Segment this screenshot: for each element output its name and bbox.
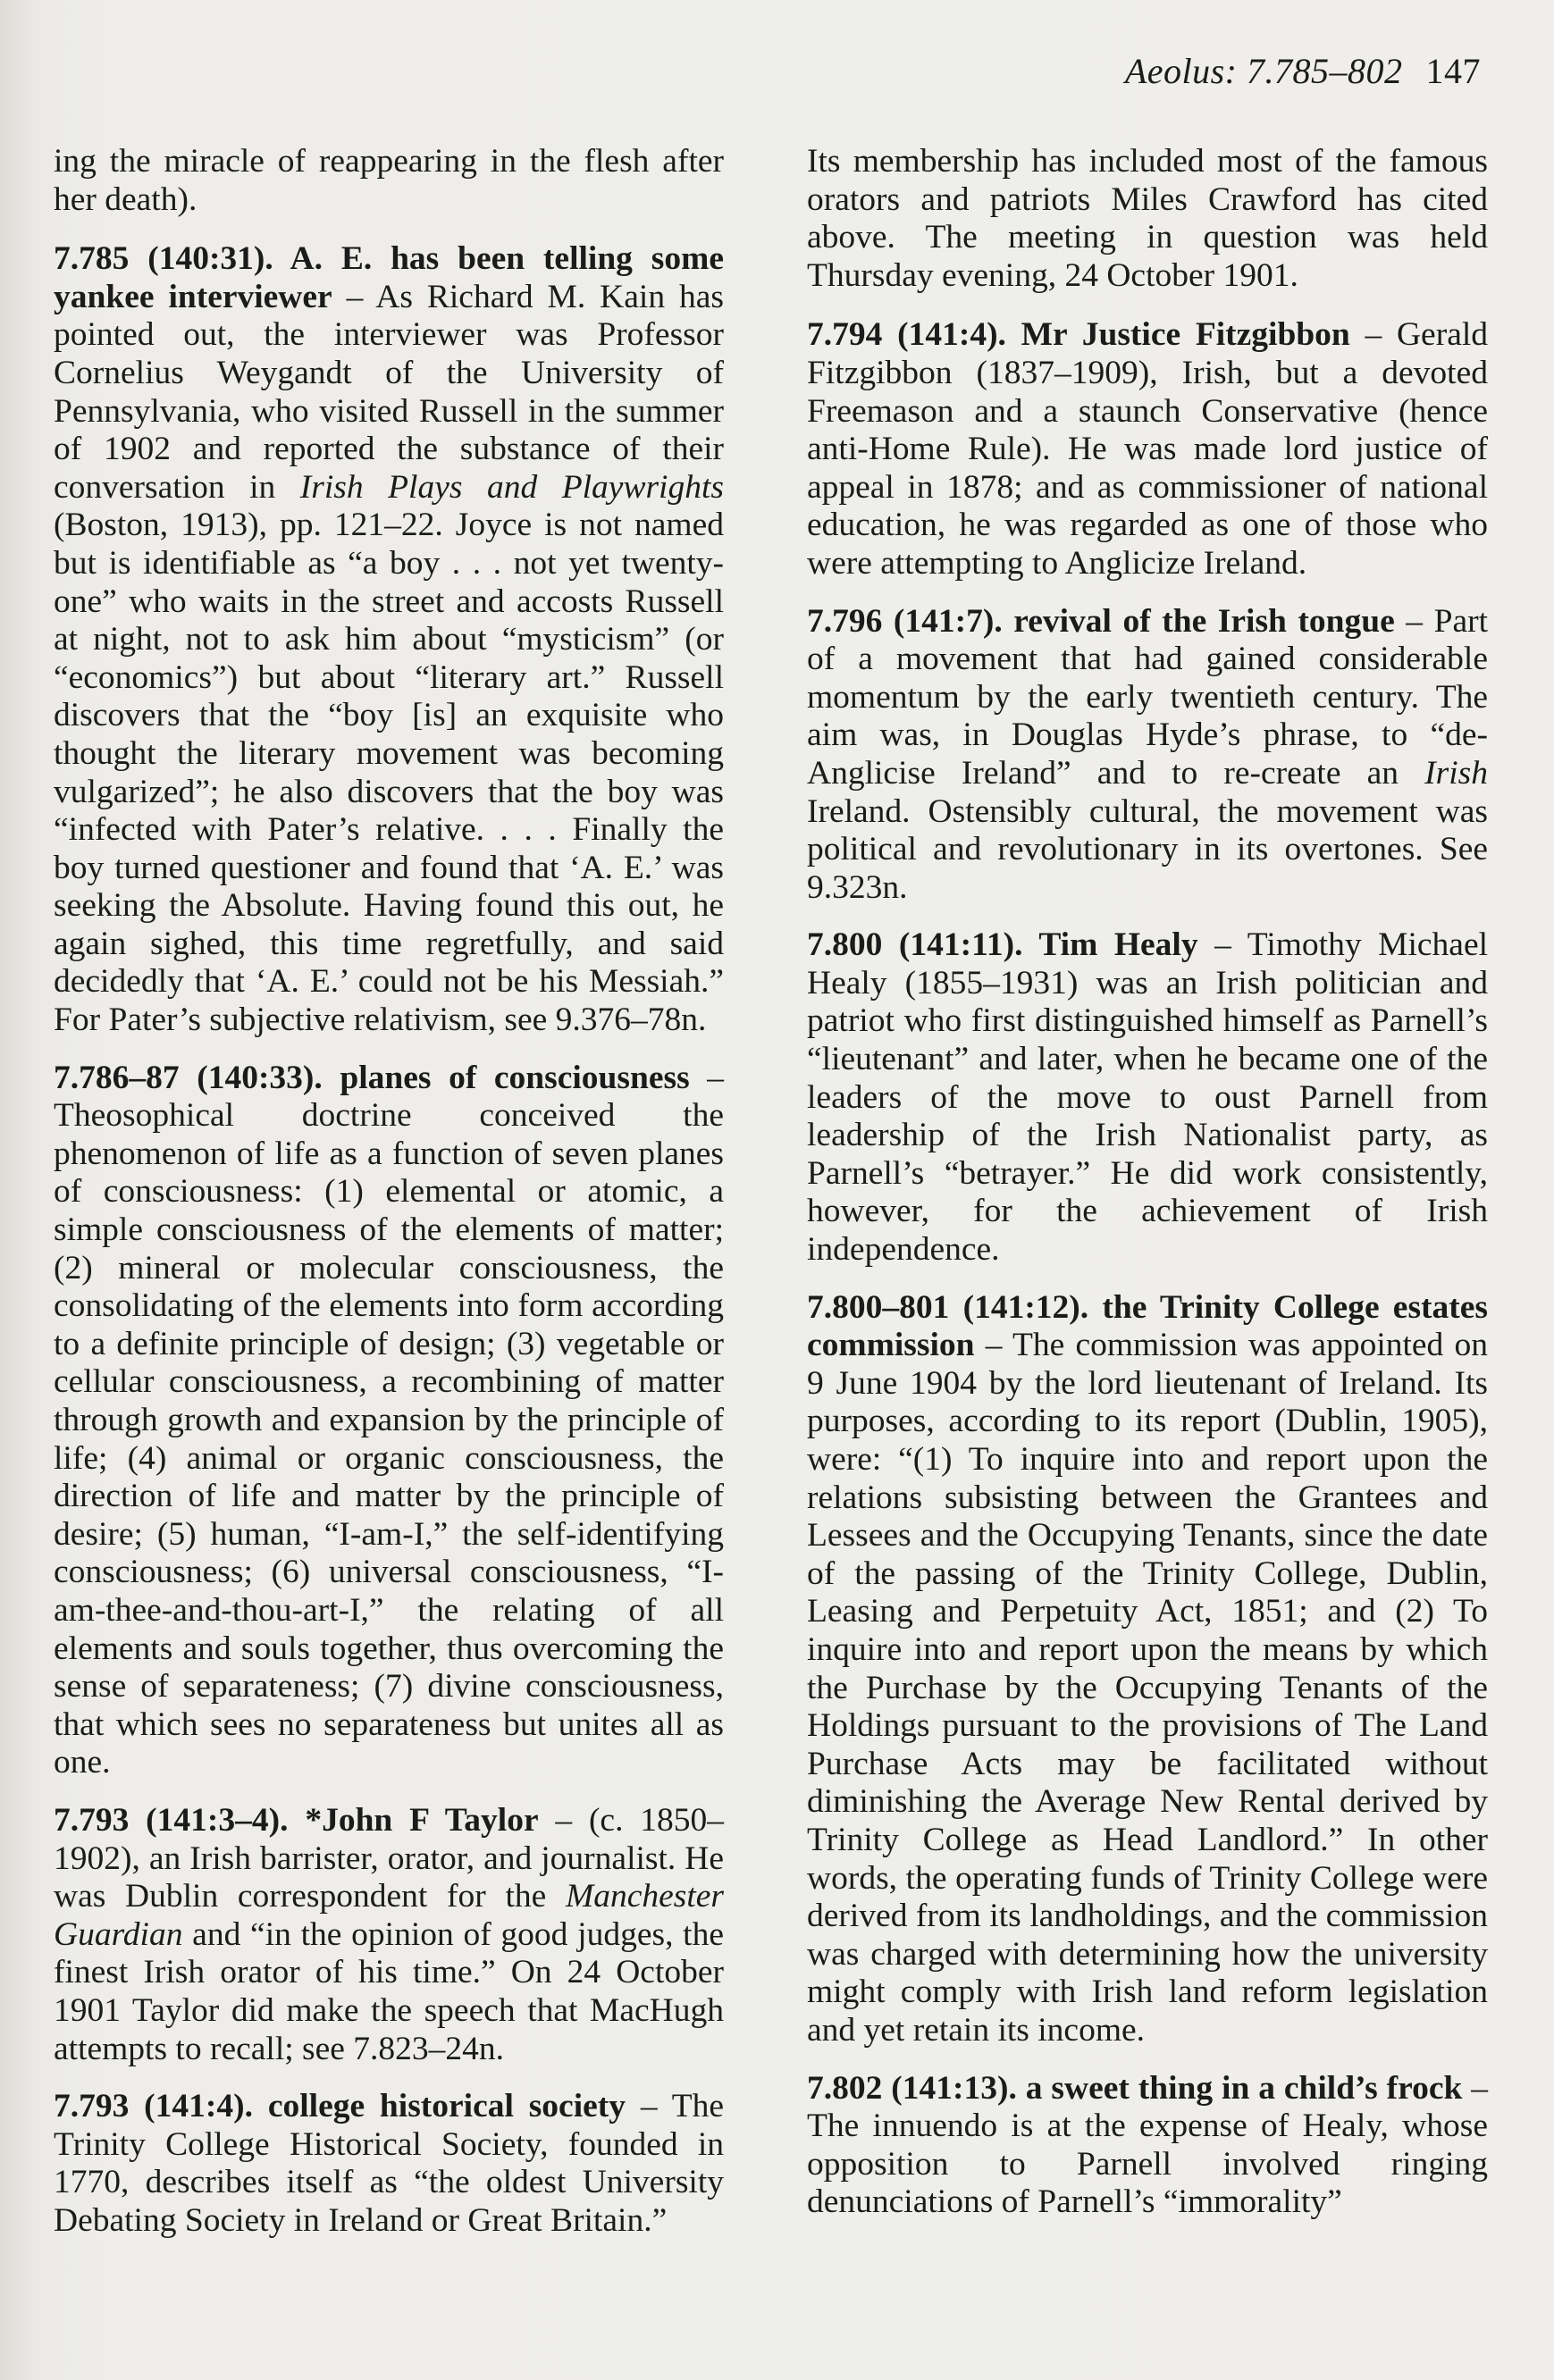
right-column	[807, 143, 1488, 2242]
left-column	[54, 143, 724, 2259]
entry-lemma: A. E. has been telling some yankee interviewer	[54, 240, 724, 315]
entry-lemma: the Trinity College estates commission	[807, 1288, 1488, 1364]
annotation-entry	[807, 603, 1488, 908]
entry-ref: 7.800–801 (141:12).	[807, 1288, 1089, 1326]
entry-lemma: Mr Justice Fitzgibbon	[1005, 316, 1350, 354]
entry-ref: 7.802 (141:13).	[807, 2069, 1017, 2107]
running-head	[1125, 50, 1481, 92]
entry-lemma: revival of the Irish tongue	[1002, 602, 1395, 640]
entry-title-italic: Irish Plays and Playwrights	[299, 468, 724, 506]
entry-body: – Timothy Michael Healy (1855–1931) was an Irish politician and patriot who first distinguished himself as Parnell’s “lieutenant” and later, when he became one of the leaders of the move to oust Parnell from leadership of the Irish Nationalist party, as Parnell’s “betrayer.” He did work consistently, however, for the achievement of Irish independence.	[807, 926, 1489, 1269]
entry-lemma: college historical society	[253, 2088, 626, 2125]
annotation-entry	[54, 1802, 724, 2068]
entry-title-italic: Irish	[1424, 754, 1488, 792]
entry-body: – Theosophical doctrine conceived the phenomenon of life as a function of seven planes of consciousness: (1) elemental or atomic, a simple consciousness of the elements of matter; (2) mineral or molecular consciousness, the consolidating of the elements into form according to a definite principle of design; (3) vegetable or cellular consciousness, a recombining of matter through growth and expansion by the principle of life; (4) animal or organic consciousness, the direction of life and matter by the principle of desire; (5) human, “I-am-I,” the self-identifying consciousness; (6) universal consciousness, “I-am-thee-and-thou-art-I,” the relating of all elements and souls together, thus overcoming the sense of separateness; (7) divine consciousness, that which sees no separateness but unites all as one.	[54, 1059, 724, 1781]
entry-body: – The commission was appointed on 9 June 1904 by the lord lieutenant of Ireland. Its purposes, according to its report (Dublin, 1905), were: “(1) To inquire into and report upon the relations subsisting between the Grantees and Lessees and the Occupying Tenants, since the date of the passing of the Trinity College, Dublin, Leasing and Perpetuity Act, 1851; and (2) To inquire into and report upon the means by which the Purchase by the Occupying Tenants of the Holdings pursuant to the provisions of The Land Purchase Acts may be facilitated without diminishing the Average New Rental derived by Trinity College as Head Landlord.” In other words, the operating funds of Trinity College were derived from its landholdings, and the commission was charged with determining how the university might comply with Irish land reform legislation and yet retain its income.	[807, 1327, 1488, 2049]
entry-body: – The Trinity College Historical Society, founded in 1770, describes itself as “the oldest University Debating Society in Ireland or Great Britain.”	[54, 2088, 725, 2239]
entry-body: and “in the opinion of good judges, the finest Irish orator of his time.” On 24 October 1901 Taylor did make the speech that MacHugh attempts to recall; see 7.823–24n.	[54, 1915, 724, 2067]
entry-ref: 7.793 (141:3–4).	[54, 1801, 289, 1839]
entry-ref: 7.786–87 (140:33).	[54, 1059, 323, 1096]
entry-body: – (c. 1850–1902), an Irish barrister, orator, and journalist. He was Dublin correspondent for the	[54, 1801, 724, 1915]
annotation-entry	[54, 240, 724, 1039]
continued-text: ing the miracle of reappearing in the flesh after her death).	[54, 143, 724, 218]
annotation-entry	[54, 1060, 724, 1782]
entry-body: – As Richard M. Kain has pointed out, the interviewer was Professor Cornelius Weygandt of the University of Pennsylvania, who visited Russell in the summer of 1902 and reported the substance of their conversation in	[54, 278, 725, 506]
annotation-entry	[807, 2070, 1488, 2222]
entry-ref: 7.796 (141:7).	[807, 602, 1003, 640]
entry-ref: 7.785 (140:31).	[54, 240, 273, 278]
page-number: 147	[1425, 51, 1481, 91]
annotation-entry	[54, 2088, 724, 2240]
entry-lemma: *John F Taylor	[288, 1801, 539, 1839]
entry-ref: 7.793 (141:4).	[54, 2088, 254, 2125]
annotation-entry	[807, 316, 1488, 582]
entry-body: – Gerald Fitzgibbon (1837–1909), Irish, but a devoted Freemason and a staunch Conservative (hence anti-Home Rule). He was made lord justice of appeal in 1878; and as commissioner of national education, he was regarded as one of those who were attempting to Anglicize Ireland.	[807, 316, 1489, 582]
entry-ref: 7.794 (141:4).	[807, 316, 1006, 354]
entry-body: (Boston, 1913), pp. 121–22. Joyce is not named but is identifiable as “a boy . . . not yet twenty-one” who waits in the street and accosts Russell at night, not to ask him about “mysticism” (or “economics”) but about “literary art.” Russell discovers that the “boy [is] an exquisite who thought the literary movement was becoming vulgarized”; he also discovers that the boy was “infected with Pater’s relative. . . . Finally the boy turned questioner and found that ‘A. E.’ was seeking the Absolute. Having found this out, he again sighed, this time regretfully, and said decidedly that ‘A. E.’ could not be his Messiah.” For Pater’s subjective relativism, see 9.376–78n.	[54, 507, 724, 1039]
entry-ref: 7.800 (141:11).	[807, 926, 1023, 964]
entry-lemma: a sweet thing in a child’s frock	[1016, 2069, 1463, 2107]
entry-lemma: Tim Healy	[1022, 926, 1198, 964]
entry-lemma: planes of consciousness	[322, 1059, 690, 1096]
entry-body: – The innuendo is at the expense of Healy, whose opposition to Parnell involved ringing denunciations of Parnell’s “immorality”	[807, 2069, 1489, 2221]
entry-body: – Part of a movement that had gained considerable momentum by the early twentieth century. The aim was, in Douglas Hyde’s phrase, to “de-Anglicise Ireland” and to re-create an	[807, 602, 1488, 792]
entry-title-italic: Manchester Guardian	[54, 1878, 724, 1953]
annotation-entry	[807, 1289, 1488, 2050]
annotation-entry	[807, 926, 1488, 1269]
entry-body: Ireland. Ostensibly cultural, the movement was political and revolutionary in its overtones. See 9.323n.	[807, 792, 1488, 906]
running-head-title: Aeolus: 7.785–802	[1124, 51, 1403, 91]
continued-text: Its membership has included most of the famous orators and patriots Miles Crawford has cited above. The meeting in question was held Thursday evening, 24 October 1901.	[807, 143, 1488, 294]
